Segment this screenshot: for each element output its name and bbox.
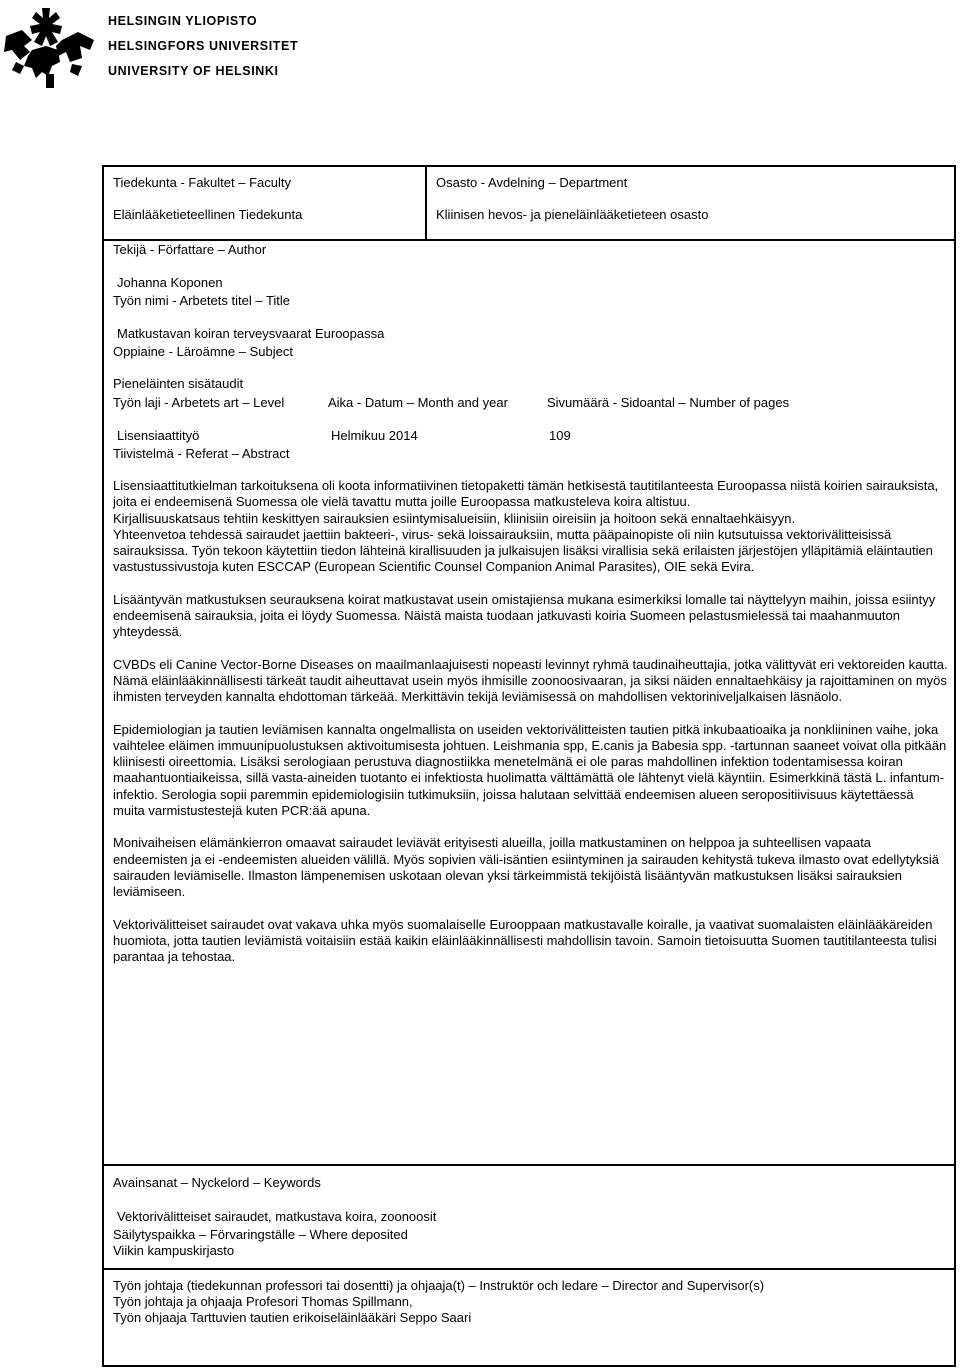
abstract-paragraph: Yhteenvetoa tehdessä sairaudet jaettiin bakteeri-, virus- sekä loissairauksiin, mutta pääpainopiste oli niin kutsutuissa vektorivälitteisissä sairauksissa. Työn tekoon käytettiin tiedon lähteinä kirallisuuden ja julkaisujen lisäksi virallisia sekä erilaisten järjestöjen ylläpitämiä eläintautien vastustussivustoja kuten ESCCAP (European Scientific Counsel Companion Animal Parasites), OIE sekä Evira.	[113, 526, 933, 575]
title-value: Matkustavan koiran terveysvaarat Euroopassa	[117, 326, 385, 341]
faculty-label: Tiedekunta - Fakultet – Faculty	[113, 175, 291, 190]
abstract-paragraph: Vektorivälitteiset sairaudet ovat vakava uhka myös suomalaiselle Eurooppaan matkustavalle koiralle, ja vaativat suomalaisten eläinlääkäreiden huomiota, jotta tautien leviämistä voitaisiin estää kaikin eläinlääkinnällisesti mahdollisin tavoin. Samoin tietoisuutta Suomen tautitilanteesta tulisi parantaa ja tehostaa.	[113, 916, 937, 965]
supervisor-line-2: Työn ohjaaja Tarttuvien tautien erikoiseläinlääkäri Seppo Saari	[113, 1310, 472, 1325]
faculty-department-divider	[425, 165, 427, 241]
pages-value: 109	[549, 428, 571, 443]
row-divider-2	[102, 1164, 956, 1166]
abstract-paragraph: Lisensiaattitutkielman tarkoituksena oli koota informatiivinen tietopaketti tämän hetkisestä tautitilanteesta Euroopassa niistä koirien sairauksista, joita ei endeemisenä Suomessa ole vielä tavattu mutta joille Euroopassa matkusteleva koira altistuu.	[113, 478, 939, 510]
department-label: Osasto - Avdelning – Department	[436, 175, 628, 190]
faculty-value: Eläinlääketieteellinen Tiedekunta	[113, 207, 303, 222]
university-logo	[2, 6, 98, 92]
title-label: Työn nimi - Arbetets titel – Title	[113, 293, 291, 308]
author-label: Tekijä - Författare – Author	[113, 242, 267, 257]
abstract-paragraph: Epidemiologian ja tautien leviämisen kannalta ongelmallista on useiden vektorivälitteisten tautien pitkä inkubaatioaika ja nonkliininen vaihe, joka vaihtelee eläimen immuunipuolustuksen aktivoitumisesta johtuen. Leishmania spp, E.canis ja Babesia spp. -tartunnan saaneet voivat olla pitkään kliinisesti oireettomia. Lisäksi serologiaan perustuva diagnostiikka menetelmänä ei ole paras mahdollinen infektion todentamisessa koiran maahantuontiaikeissa, sillä vasta-aineiden tuotanto ei infektiosta huolimatta välttämättä ole lähtenyt vielä käyntiin. Esimerkkinä tästä L. infantum-infektio. Serologia sopii paremmin epidemiologisiin tutkimuksiin, joissa halutaan selvittää endeemisen alueen seropositiivisuus käytettäessä muita varmistustestejä kuten PCR:ää apuna.	[113, 721, 947, 819]
abstract-paragraph: CVBDs eli Canine Vector-Borne Diseases on maailmanlaajuisesti nopeasti levinnyt ryhmä taudinaiheuttajia, jotka välittyvät eri vektoreiden kautta. Nämä eläinlääkinnällisesti tärkeät taudit aiheuttavat usein myös ihmisille zoonoosivaaran, ja siksi näiden ennaltaehkäisy ja rajoittaminen on myös ihmisten terveyden kannalta ehdottoman tärkeää. Merkittävin tekijä leviämisessä on mahdollisen vektoriniveljalkaisen läsnäolo.	[113, 656, 948, 705]
deposited-label: Säilytyspaikka – Förvaringställe – Where deposited	[113, 1227, 408, 1242]
date-label: Aika - Datum – Month and year	[328, 395, 508, 410]
abstract-paragraph: Lisääntyvän matkustuksen seurauksena koirat matkustavat usein omistajiensa mukana esimerkiksi lomalle tai näyttelyyn maihin, joissa esiintyy endeemisenä sairauksia, joita ei löydy Suomessa. Näistä maista tuodaan jatkuvasti koiria Suomeen pelastusmielessä tai maahanmuuton yhteydessä.	[113, 591, 936, 640]
subject-label: Oppiaine - Läroämne – Subject	[113, 344, 293, 359]
keywords-label: Avainsanat – Nyckelord – Keywords	[113, 1175, 321, 1190]
supervisor-label: Työn johtaja (tiedekunnan professori tai dosentti) ja ohjaaja(t) – Instruktör och ledare – Director and Supervisor(s)	[113, 1278, 765, 1293]
subject-value: Pieneläinten sisätaudit	[113, 376, 244, 391]
abstract-body	[113, 478, 948, 981]
abstract-paragraph: Kirjallisuuskatsaus tehtiin keskittyen sairauksien esiintymisalueisiin, kliinisiin oireisiin ja hoitoon sekä ennaltaehkäisyyn.	[113, 510, 796, 526]
level-label: Työn laji - Arbetets art – Level	[113, 395, 285, 410]
university-name-sv: HELSINGFORS UNIVERSITET	[108, 39, 299, 53]
university-name-en: UNIVERSITY OF HELSINKI	[108, 64, 279, 78]
author-value: Johanna Koponen	[117, 275, 223, 290]
pages-label: Sivumäärä - Sidoantal – Number of pages	[547, 395, 790, 410]
abstract-paragraph: Monivaiheisen elämänkierron omaavat sairaudet leviävät erityisesti alueilla, joilla matkustaminen on helppoa ja suhteellisen vapaata endeemisten ja ei -endeemisten alueiden välillä. Myös sopivien väli-isäntien esiintyminen ja sairauden kehitystä tukeva ilmasto ovat edellytyksiä sairauden leviämiselle. Ilmaston lämpenemisen uskotaan olevan yksi tärkeimmistä tekijöistä lisääntyvän matkustuksen lisäksi sairauksien leviämiseen.	[113, 835, 939, 900]
level-value: Lisensiaattityö	[117, 428, 200, 443]
university-name-fi: HELSINGIN YLIOPISTO	[108, 14, 258, 28]
row-divider-1	[102, 239, 956, 241]
date-value: Helmikuu 2014	[331, 428, 418, 443]
keywords-value: Vektorivälitteiset sairaudet, matkustava koira, zoonoosit	[117, 1209, 437, 1224]
department-value: Kliinisen hevos- ja pieneläinlääketieteen osasto	[436, 207, 709, 222]
supervisor-line-1: Työn johtaja ja ohjaaja Profesori Thomas Spillmann,	[113, 1294, 413, 1309]
deposited-value: Viikin kampuskirjasto	[113, 1243, 235, 1258]
abstract-label: Tiivistelmä - Referat – Abstract	[113, 446, 290, 461]
row-divider-3	[102, 1268, 956, 1270]
